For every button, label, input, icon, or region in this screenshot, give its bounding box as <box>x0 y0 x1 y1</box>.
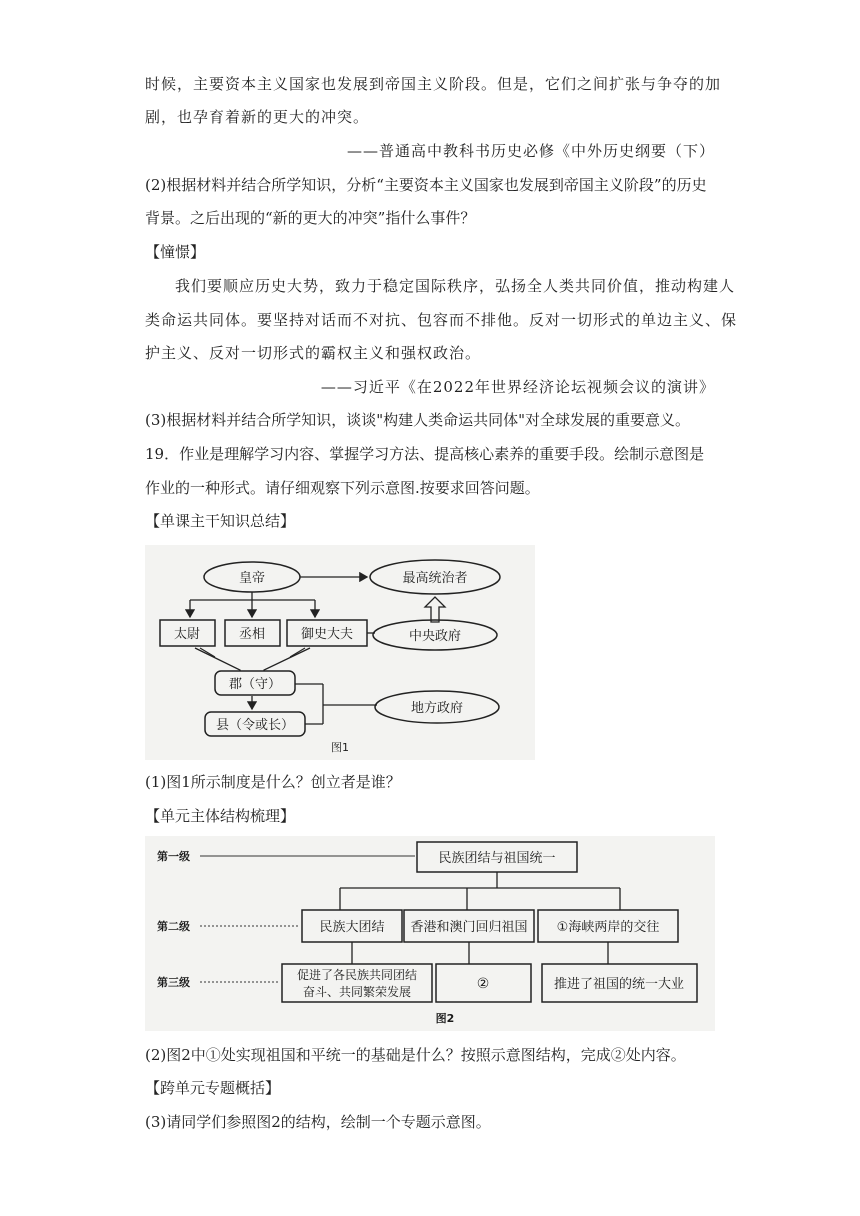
question-2: (2)图2中①处实现祖国和平统一的基础是什么？按照示意图结构，完成②处内容。 <box>145 1046 686 1064</box>
fig1-emperor: 皇帝 <box>238 571 266 586</box>
text-line: 护主义、反对一切形式的霸权主义和强权政治。 <box>145 344 482 362</box>
section-heading: 【憧憬】 <box>145 243 206 261</box>
fig1-taiwei: 太尉 <box>173 627 201 642</box>
text-line: 剧，也孕育着新的更大的冲突。 <box>145 108 370 126</box>
fig1-supreme: 最高统治者 <box>402 571 468 586</box>
fig2-level1: 第一级 <box>157 850 190 863</box>
fig2-b1: 民族大团结 <box>319 920 385 935</box>
fig1-caption: 图1 <box>331 741 349 754</box>
fig2-caption: 图2 <box>435 1012 455 1025</box>
fig1-chengxiang: 丞相 <box>238 627 266 642</box>
fig2-c3: 推进了祖国的统一大业 <box>553 977 685 992</box>
question-19: 19．作业是理解学习内容、掌握学习方法、提高核心素养的重要手段。绘制示意图是 <box>145 445 705 463</box>
fig2-top: 民族团结与祖国统一 <box>438 851 556 866</box>
text-line: 时候，主要资本主义国家也发展到帝国主义阶段。但是，它们之间扩张与争夺的加 <box>145 75 722 93</box>
question-2-cont: 背景。之后出现的“新的更大的冲突”指什么事件？ <box>145 209 476 227</box>
figure-2 <box>145 836 715 1031</box>
question-3: (3)根据材料并结合所学知识，谈谈"构建人类命运共同体"对全球发展的重要意义。 <box>145 411 691 429</box>
fig2-c1-line2: 奋斗、共同繁荣发展 <box>302 985 412 999</box>
section-heading: 【单元主体结构梳理】 <box>145 807 296 825</box>
fig2-c2: ② <box>476 976 490 992</box>
fig1-xian: 县（令或长） <box>215 718 295 733</box>
question-19-cont: 作业的一种形式。请仔细观察下列示意图.按要求回答问题。 <box>145 479 540 497</box>
question-2: (2)根据材料并结合所学知识，分析“主要资本主义国家也发展到帝国主义阶段”的历史 <box>145 176 707 194</box>
fig1-yushi: 御史大夫 <box>300 627 354 642</box>
question-3: (3)请同学们参照图2的结构，绘制一个专题示意图。 <box>145 1113 491 1131</box>
fig2-b3: ①海峡两岸的交往 <box>556 920 660 935</box>
fig2-level2: 第二级 <box>157 920 190 933</box>
fig1-local: 地方政府 <box>410 701 464 716</box>
fig2-level3: 第三级 <box>157 976 190 989</box>
fig1-jun: 郡（守） <box>228 677 282 692</box>
fig2-b2: 香港和澳门回归祖国 <box>410 920 528 935</box>
section-heading: 【单课主干知识总结】 <box>145 512 296 530</box>
text-line: 类命运共同体。要坚持对话而不对抗、包容而不排他。反对一切形式的单边主义、保 <box>145 311 738 329</box>
section-heading: 【跨单元专题概括】 <box>145 1079 281 1097</box>
question-1: (1)图1所示制度是什么？创立者是谁？ <box>145 773 401 791</box>
source-citation: ——习近平《在2022年世界经济论坛视频会议的演讲》 <box>320 378 715 396</box>
fig1-central: 中央政府 <box>408 629 462 644</box>
source-citation: ——普通高中教科书历史必修《中外历史纲要（下） <box>346 142 715 160</box>
text-line: 我们要顺应历史大势，致力于稳定国际秩序，弘扬全人类共同价值，推动构建人 <box>175 277 736 295</box>
fig2-c1-line1: 促进了各民族共同团结 <box>296 968 418 982</box>
figure-1 <box>145 545 535 760</box>
